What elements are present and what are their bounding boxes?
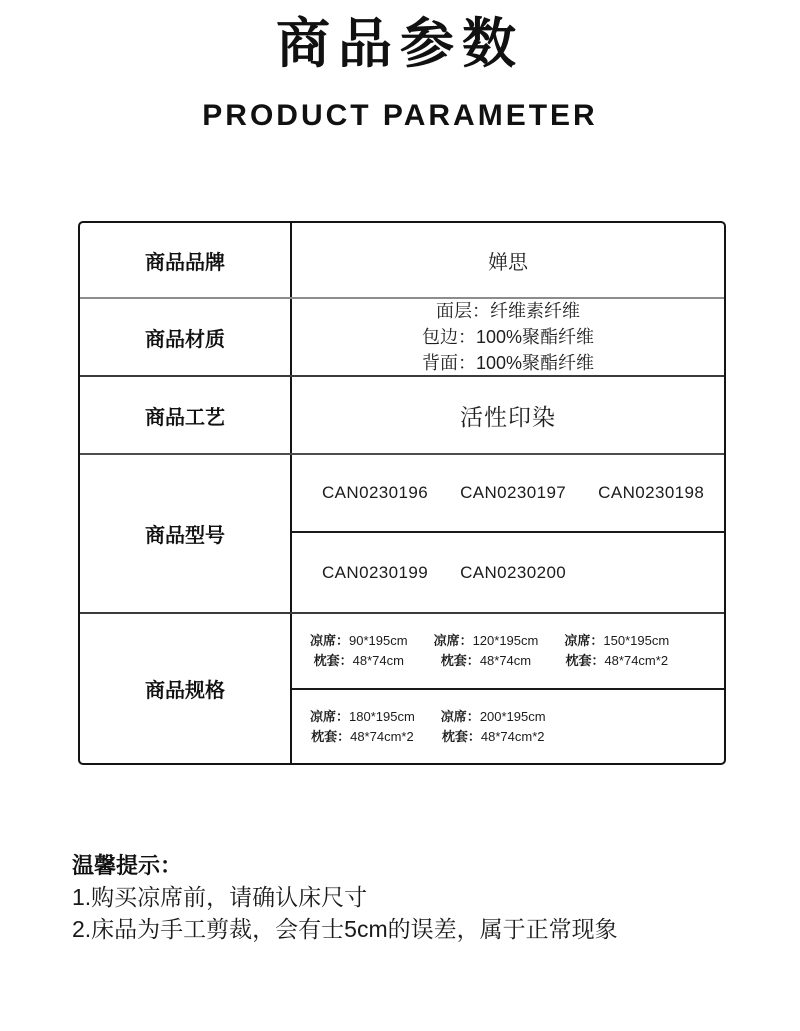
spec-pillow-size: 48*74cm*2: [604, 653, 669, 668]
spec-pillow-size: 48*74cm: [479, 653, 532, 668]
spec-pillow-line: [441, 727, 546, 747]
model-number: CAN0230198: [598, 483, 705, 502]
spec-item: [441, 707, 546, 747]
spec-mat-line: [564, 631, 669, 651]
spec-mat-size: 200*195cm: [479, 708, 546, 724]
spec-mat-label: 凉席：: [433, 633, 473, 648]
spec-pillow-label: 枕套：: [565, 653, 605, 668]
warm-tips-section: [72, 851, 712, 945]
spec-pillow-line: [310, 651, 408, 671]
warm-tips-item-1: 1.购买凉席前，请确认床尺寸: [72, 884, 368, 910]
spec-mat-label: 凉席：: [440, 708, 480, 724]
warm-tips-heading: 温馨提示：: [72, 853, 183, 878]
spec-item: [310, 707, 415, 747]
spec-item: [564, 631, 669, 671]
material-line-edge: 包边：100%聚酯纤维: [421, 327, 595, 347]
spec-mat-line: [434, 631, 539, 651]
spec-mat-size: 150*195cm: [603, 633, 670, 648]
table-row-material: [80, 297, 724, 375]
page-title: 商品参数: [276, 14, 524, 74]
model-subrow-2: [292, 531, 724, 612]
spec-pillow-size: 48*74cm*2: [350, 728, 414, 744]
brand-row-label: 商品品牌: [80, 223, 292, 297]
spec-pillow-line: [434, 651, 539, 671]
material-line-surface: 面层：纤维素纤维: [436, 301, 580, 321]
spec-pillow-label: 枕套：: [441, 728, 481, 744]
spec-mat-line: [310, 707, 415, 727]
spec-pillow-label: 枕套：: [311, 728, 351, 744]
table-row-craft: [80, 375, 724, 453]
spec-subrow-1: [292, 614, 724, 688]
craft-row-label: 商品工艺: [80, 377, 292, 453]
spec-mat-line: [310, 631, 408, 651]
model-row-label: 商品型号: [80, 455, 292, 612]
spec-mat-label: 凉席：: [564, 633, 604, 648]
spec-subrow-2: [292, 688, 724, 763]
brand-value: 婵思: [488, 251, 528, 274]
material-line-back: 背面：100%聚酯纤维: [421, 353, 595, 373]
material-value: [292, 299, 724, 375]
spec-values: [292, 614, 724, 763]
spec-row-label: 商品规格: [80, 614, 292, 763]
spec-mat-size: 120*195cm: [472, 633, 539, 648]
table-row-spec: [80, 612, 724, 763]
page-subtitle: PRODUCT PARAMETER: [202, 99, 598, 132]
spec-pillow-size: 48*74cm: [352, 653, 404, 668]
product-spec-table: [78, 221, 726, 765]
model-values: [292, 455, 724, 612]
spec-pillow-label: 枕套：: [313, 653, 353, 668]
table-row-brand: [80, 223, 724, 297]
spec-mat-line: [441, 707, 546, 727]
spec-mat-label: 凉席：: [310, 633, 350, 648]
material-row-label: 商品材质: [80, 299, 292, 375]
spec-pillow-label: 枕套：: [440, 653, 480, 668]
spec-mat-label: 凉席：: [310, 708, 350, 724]
model-number: CAN0230197: [460, 483, 567, 502]
spec-pillow-line: [564, 651, 669, 671]
spec-pillow-size: 48*74cm*2: [480, 728, 545, 744]
table-row-model: [80, 453, 724, 612]
spec-pillow-line: [310, 727, 415, 747]
spec-item: [434, 631, 539, 671]
craft-value: 活性印染: [460, 403, 556, 430]
model-subrow-1: [292, 455, 724, 531]
spec-mat-size: 180*195cm: [349, 708, 415, 724]
warm-tips-item-2: 2.床品为手工剪裁，会有士5cm的误差，属于正常现象: [72, 916, 618, 942]
spec-item: [310, 631, 408, 671]
model-number: CAN0230200: [460, 562, 567, 582]
model-number: CAN0230199: [322, 562, 429, 582]
spec-mat-size: 90*195cm: [349, 633, 408, 648]
model-number: CAN0230196: [322, 483, 429, 502]
